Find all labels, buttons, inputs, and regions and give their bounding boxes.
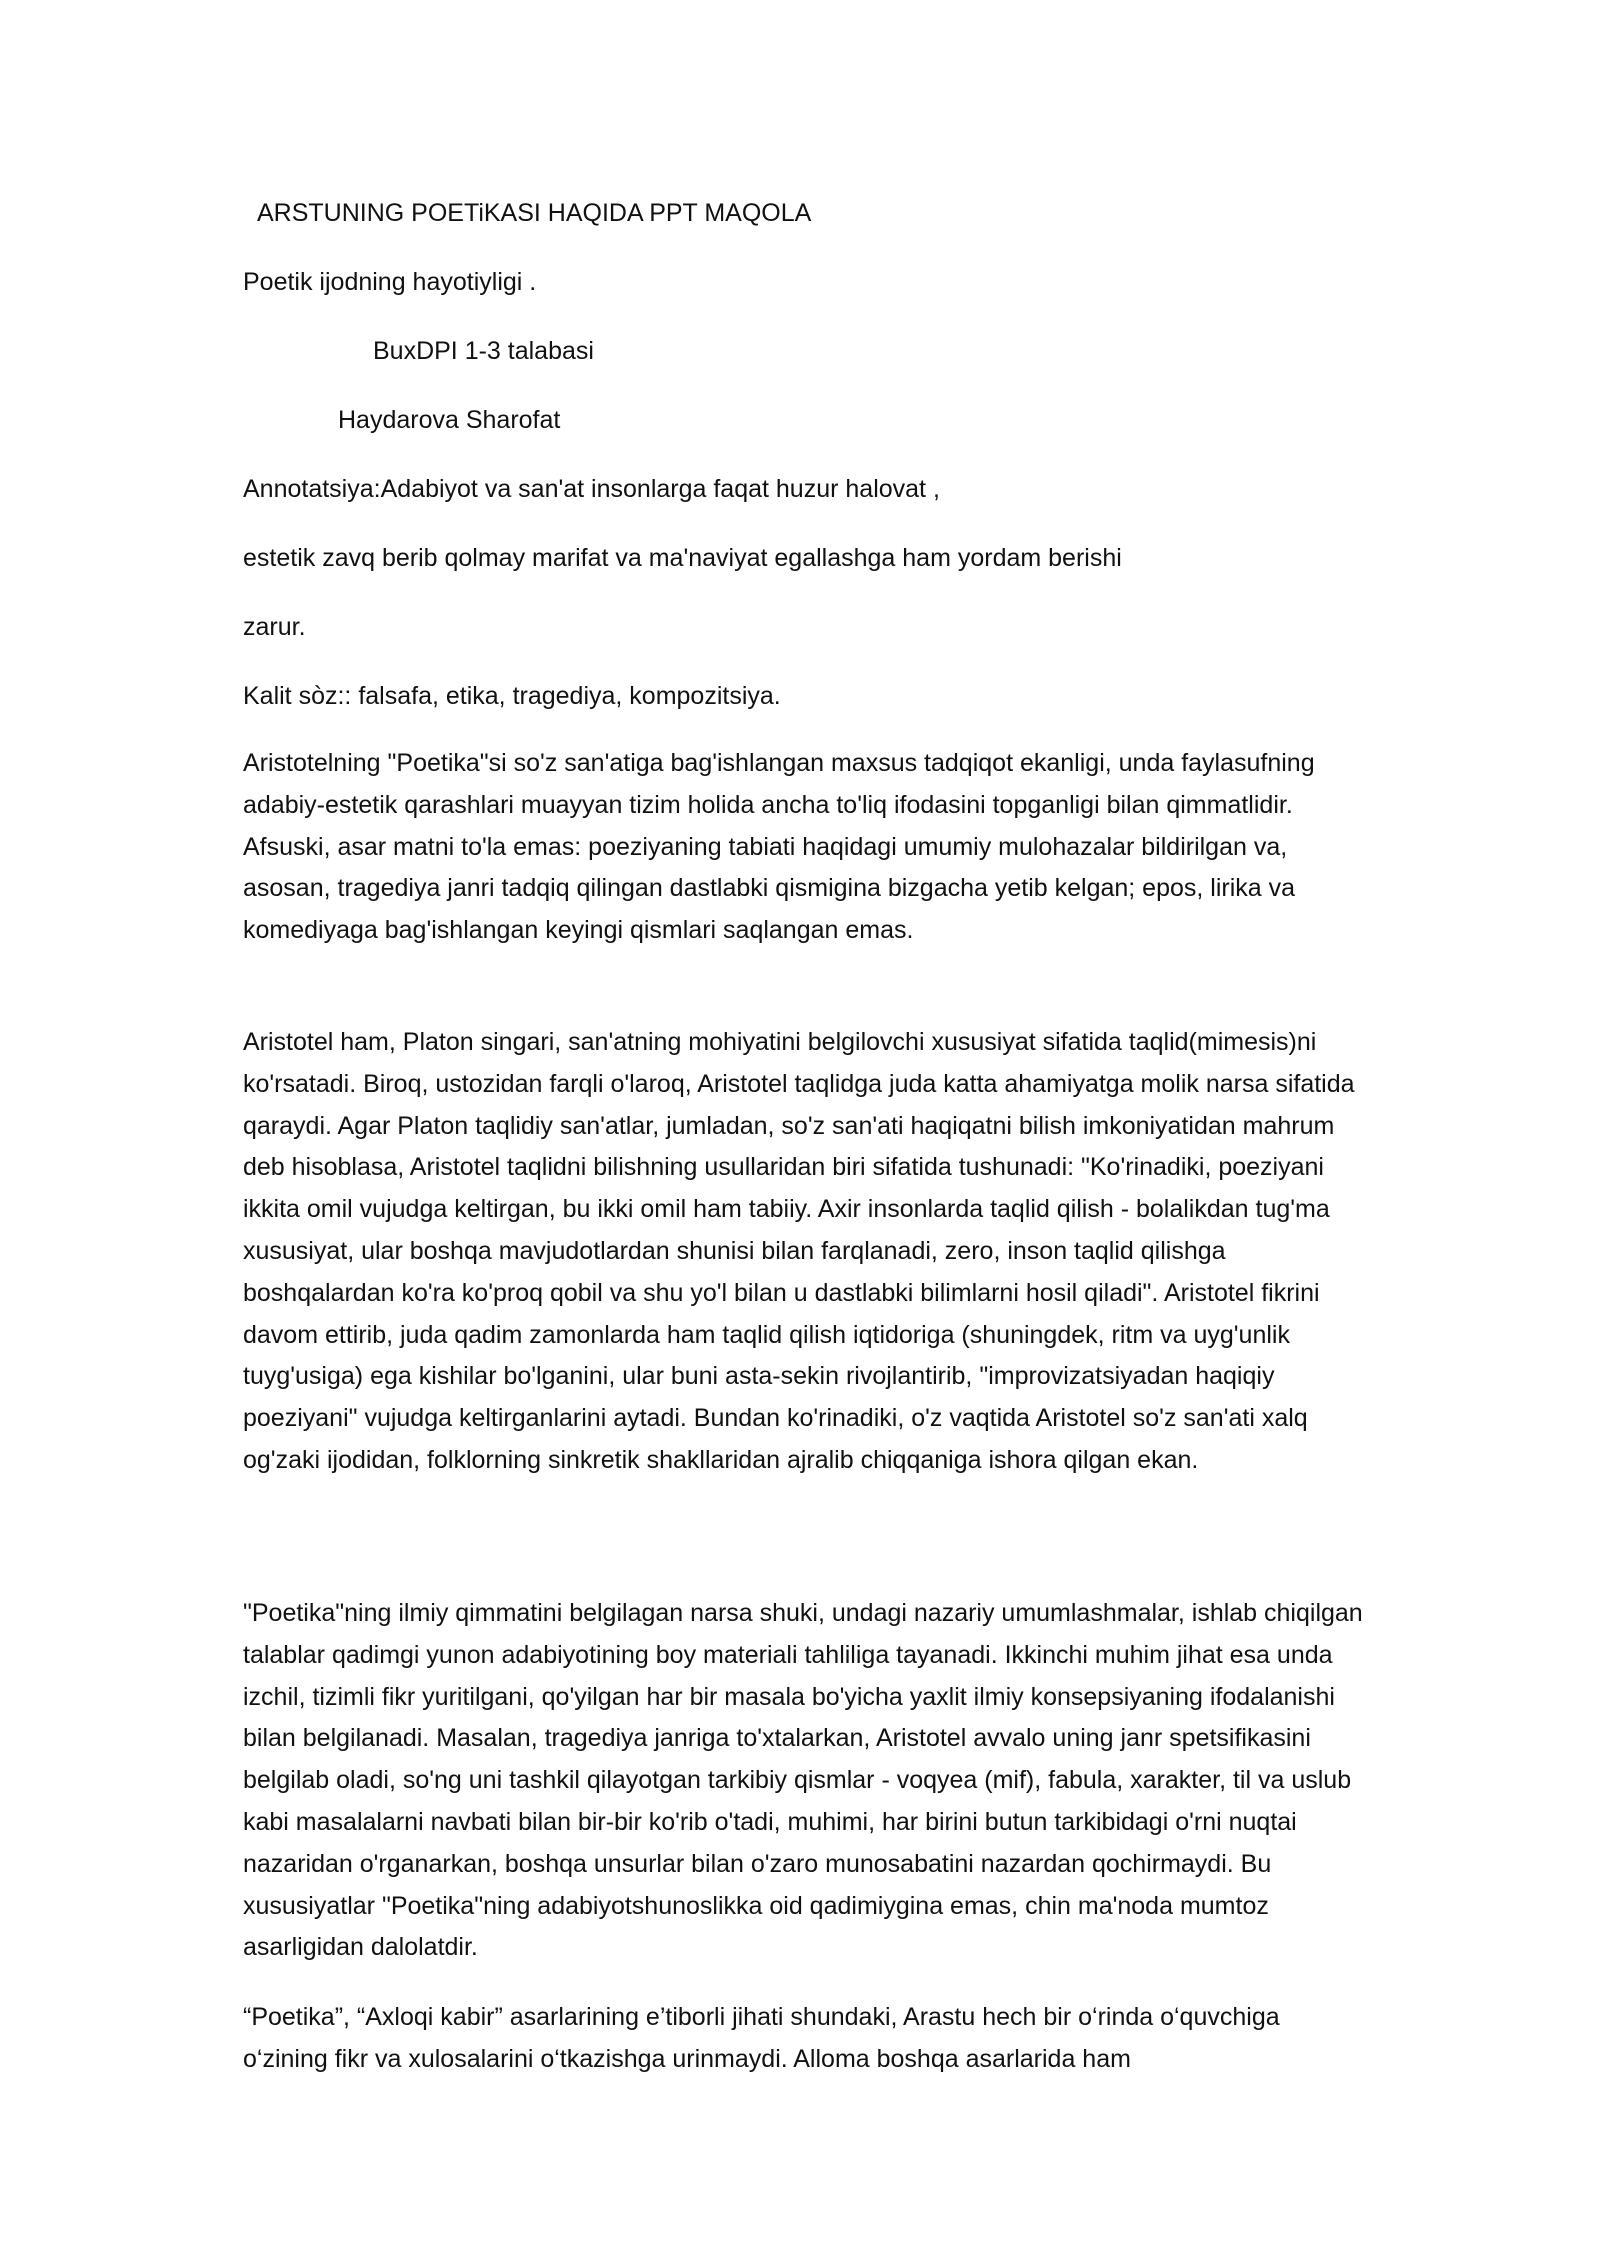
annotation-line-2: estetik zavq berib qolmay marifat va ma'naviyat egallashga ham yordam berishi [243, 544, 1122, 572]
body-paragraph-4: “Poetika”, “Axloqi kabir” asarlarining e’tiborli jihati shundaki, Arastu hech bir o‘rinda o‘quvchiga o‘zining fikr va xulosalarini o‘tkazishga urinmaydi. Alloma boshqa asarlarida ham [243, 2003, 1280, 2073]
annotation-line-1: Annotatsiya:Adabiyot va san'at insonlarga faqat huzur halovat , [243, 475, 940, 503]
annotation-line-3: zarur. [243, 613, 306, 641]
body-paragraph-3: "Poetika"ning ilmiy qimmatini belgilagan narsa shuki, undagi nazariy umumlashmalar, ishlab chiqilgan talablar qadimgi yunon adabiyotining boy materiali tahliliga tayanadi. Ikkinchi muhim jihat esa unda izchil, tizimli fikr yuritilgani, qo'yilgan har bir masala bo'yicha yaxlit ilmiy konsepsiyaning ifodalanishi bilan belgilanadi. Masalan, tragediya janriga to'xtalarkan, Aristotel avvalo uning janr spetsifikasini belgilab oladi, so'ng uni tashkil qilayotgan tarkibiy qismlar - voqyea (mif), fabula, xarakter, til va uslub kabi masalalarni navbati bilan bir-bir ko'rib o'tadi, muhimi, har birini butun tarkibidagi o'rni nuqtai nazaridan o'rganarkan, boshqa unsurlar bilan o'zaro munosabatini nazardan qochirmaydi. Bu xususiyatlar "Poetika"ning adabiyotshunoslikka oid qadimiygina emas, chin ma'noda mumtoz asarligidan dalolatdir. [243, 1599, 1363, 1962]
author-affiliation: BuxDPI 1-3 talabasi [373, 337, 594, 365]
document-title: ARSTUNING POETiKASI HAQIDA PPT MAQOLA [257, 199, 812, 227]
author-name: Haydarova Sharofat [338, 406, 561, 434]
body-paragraph-1: Aristotelning "Poetika"si so'z san'atiga bag'ishlangan maxsus tadqiqot ekanligi, unda faylasufning adabiy-estetik qarashlari muayyan tizim holida ancha to'liq ifodasini topganligi bilan qimmatlidir. Afsuski, asar matni to'la emas: poeziyaning tabiati haqidagi umumiy mulohazalar bildirilgan va, asosan, tragediya janri tadqiq qilingan dastlabki qismigina bizgacha yetib kelgan; epos, lirika va komediyaga bag'ishlangan keyingi qismlari saqlangan emas. [243, 749, 1315, 945]
document-subtitle: Poetik ijodning hayotiyligi . [243, 268, 537, 296]
keywords-line: Kalit sòz:: falsafa, etika, tragediya, kompozitsiya. [243, 682, 781, 710]
body-paragraph-2: Aristotel ham, Platon singari, san'atning mohiyatini belgilovchi xususiyat sifatida taqlid(mimesis)ni ko'rsatadi. Biroq, ustozidan farqli o'laroq, Aristotel taqlidga juda katta ahamiyatga molik narsa sifatida qaraydi. Agar Platon taqlidiy san'atlar, jumladan, so'z san'ati haqiqatni bilish imkoniyatidan mahrum deb hisoblasa, Aristotel taqlidni bilishning usullaridan biri sifatida tushunadi: "Ko'rinadiki, poeziyani ikkita omil vujudga keltirgan, bu ikki omil ham tabiiy. Axir insonlarda taqlid qilish - bolalikdan tug'ma xususiyat, ular boshqa mavjudotlardan shunisi bilan farqlanadi, zero, inson taqlid qilishga boshqalardan ko'ra ko'proq qobil va shu yo'l bilan u dastlabki bilimlarni hosil qiladi". Aristotel fikrini davom ettirib, juda qadim zamonlarda ham taqlid qilish iqtidoriga (shuningdek, ritm va uyg'unlik tuyg'usiga) ega kishilar bo'lganini, ular buni asta-sekin rivojlantirib, "improvizatsiyadan haqiqiy poeziyani" vujudga keltirganlarini aytadi. Bundan ko'rinadiki, o'z vaqtida Aristotel so'z san'ati xalq og'zaki ijodidan, folklorning sinkretik shakllaridan ajralib chiqqaniga ishora qilgan ekan. [243, 1028, 1355, 1474]
